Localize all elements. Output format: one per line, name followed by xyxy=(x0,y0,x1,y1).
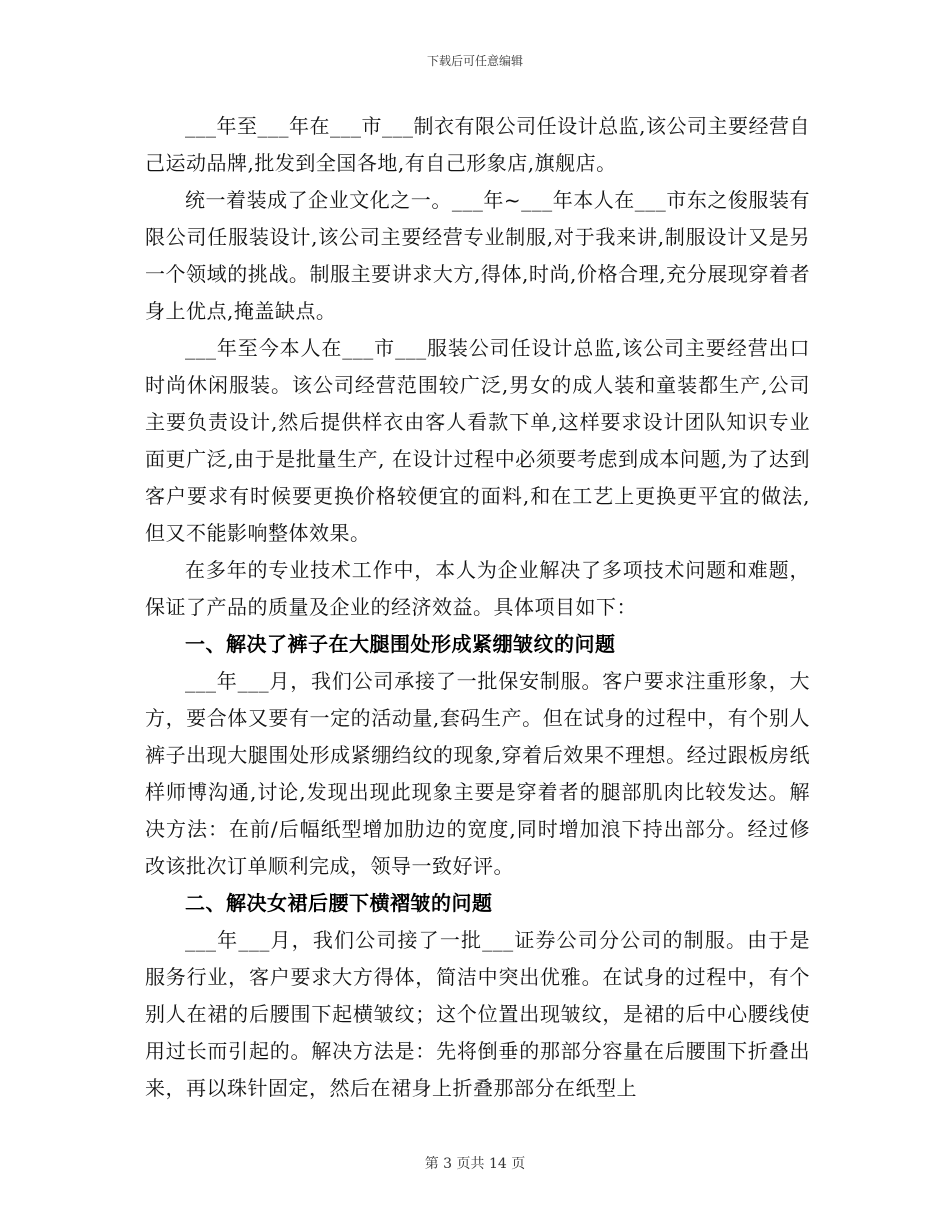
section-heading-1: 一、解决了裤子在大腿围处形成紧绷皱纹的问题 xyxy=(185,632,616,656)
paragraph-1: ___年至___年在___市___制衣有限公司任设计总监,该公司主要经营自己运动品牌,批发到全国各地,有自己形象店,旗舰店。 xyxy=(145,114,810,175)
paragraph-4: 在多年的专业技术工作中，本人为企业解决了多项技术问题和难题，保证了产品的质量及企业的经济效益。具体项目如下： xyxy=(145,558,810,619)
paragraph-6: ___年___月，我们公司接了一批___证券公司分公司的制服。由于是服务行业，客户要求大方得体，简洁中突出优雅。在试身的过程中，有个别人在裙的后腰围下起横皱纹；这个位置出现皱纹，是裙的后中心腰线使用过长而引起的。解决方法是：先将倒垂的那部分容量在后腰围下折叠出来，再以珠针固定，然后在裙身上折叠那部分在纸型上 xyxy=(145,928,810,1100)
document-body xyxy=(145,108,810,1107)
section-heading-2: 二、解决女裙后腰下横褶皱的问题 xyxy=(185,891,493,915)
page-header: 下载后可任意编辑 xyxy=(426,54,523,68)
paragraph-5: ___年___月，我们公司承接了一批保安制服。客户要求注重形象，大方，要合体又要有一定的活动量,套码生产。但在试身的过程中，有个别人裤子出现大腿围处形成紧绷绉纹的现象,穿着后效果不理想。经过跟板房纸样师博沟通,讨论,发现出现此现象主要是穿着者的腿部肌肉比较发达。解决方法：在前/后幅纸型增加肋边的宽度,同时增加浪下持出部分。经过修改该批次订单顺利完成，领导一致好评。 xyxy=(145,669,810,878)
paragraph-3: ___年至今本人在___市___服装公司任设计总监,该公司主要经营出口时尚休闲服装。该公司经营范围较广泛,男女的成人装和童装都生产,公司主要负责设计,然后提供样衣由客人看款下单,这样要求设计团队知识专业面更广泛,由于是批量生产, 在设计过程中必须要考虑到成本问题,为了达到客户要求有时候要更换价格较便宜的面料,和在工艺上更换更平宜的做法,但又不能影响整体效果。 xyxy=(145,336,810,545)
page-footer: 第 3 页共 14 页 xyxy=(424,1156,526,1172)
paragraph-2: 统一着装成了企业文化之一。___年~___年本人在___市东之俊服装有限公司任服装设计,该公司主要经营专业制服,对于我来讲,制服设计又是另一个领域的挑战。制服主要讲求大方,得体,时尚,价格合理,充分展现穿着者身上优点,掩盖缺点。 xyxy=(145,188,810,323)
